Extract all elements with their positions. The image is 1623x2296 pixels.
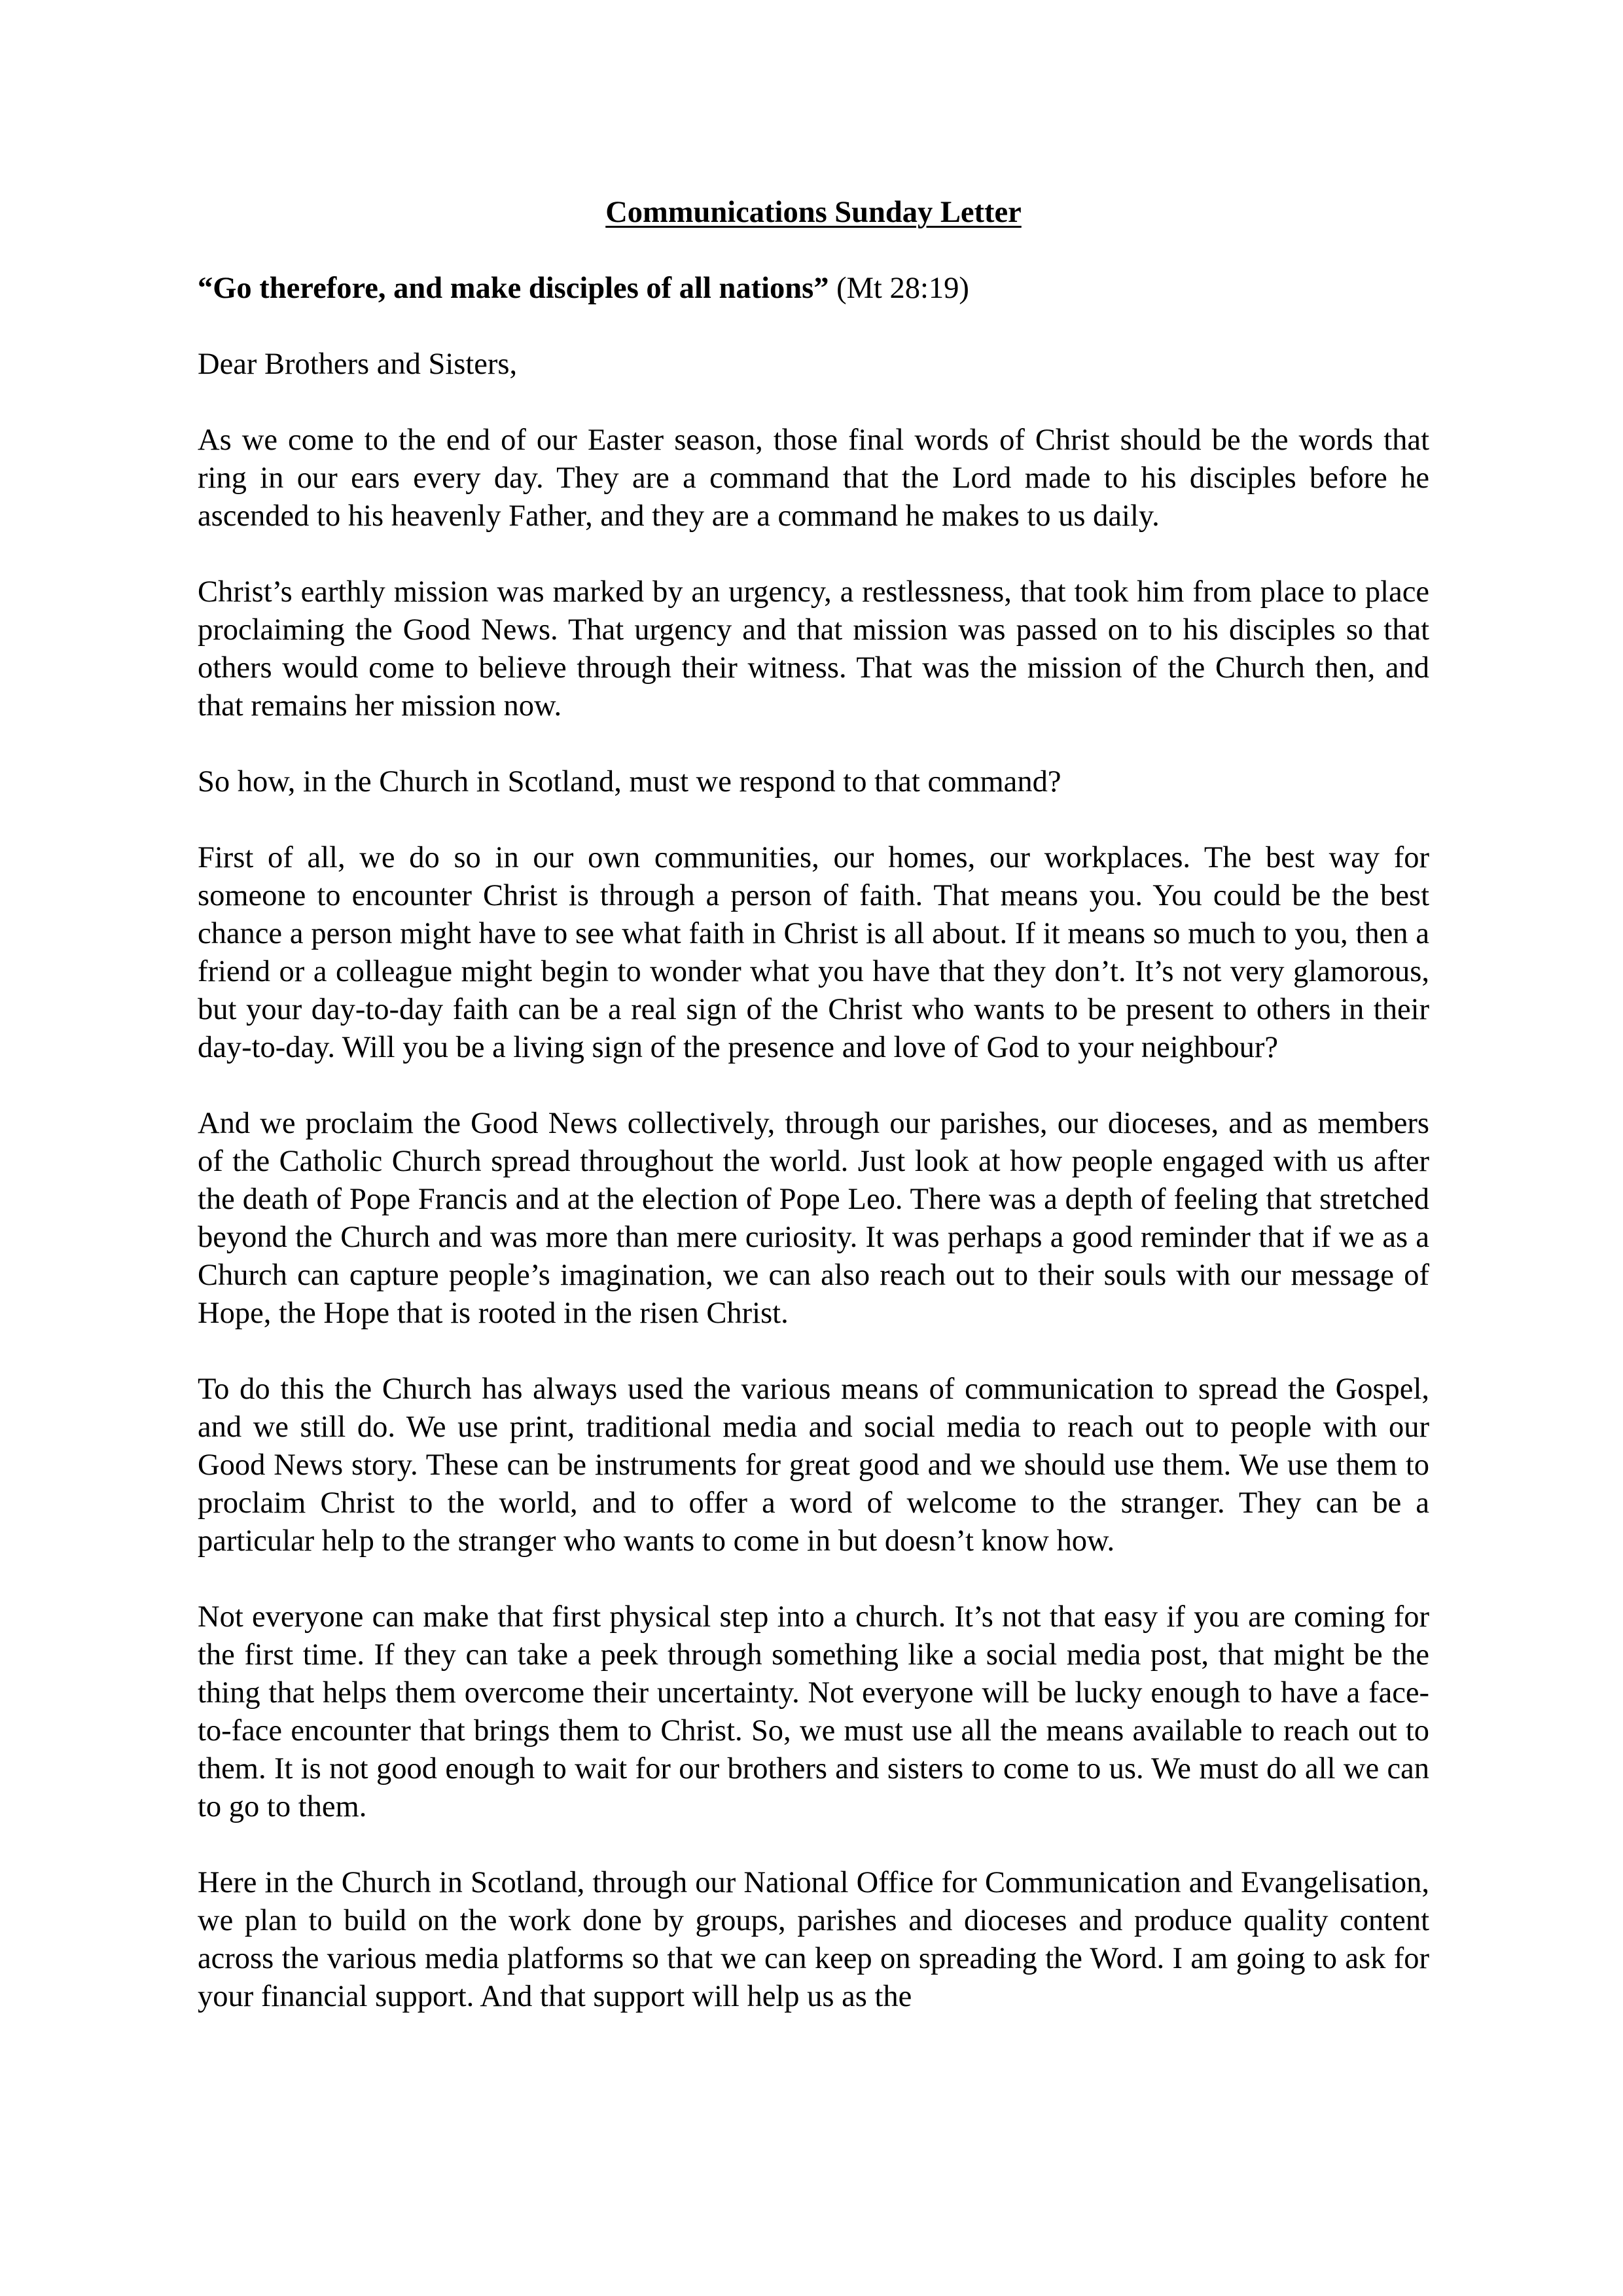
body-paragraph: And we proclaim the Good News collectively, through our parishes, our dioceses, and as members of the Catholic Church spread throughout the world. Just look at how people engaged with us after the death of Pope Francis and at the election of Pope Leo. There was a depth of feeling that stretched beyond the Church and was more than mere curiosity. It was perhaps a good reminder that if we as a Church can capture people’s imagination, we can also reach out to their souls with our message of Hope, the Hope that is rooted in the risen Christ. <box>198 1107 1429 1330</box>
body-paragraph: So how, in the Church in Scotland, must we respond to that command? <box>198 765 1061 798</box>
body-paragraph: As we come to the end of our Easter season, those final words of Christ should be the words that ring in our ears every day. They are a command that the Lord made to his disciples before he ascended to his heavenly Father, and they are a command he makes to us daily. <box>198 423 1429 533</box>
body-paragraph: To do this the Church has always used the various means of communication to spread the Gospel, and we still do. We use print, traditional media and social media to reach out to people with our Good News story. These can be instruments for great good and we should use them. We use them to proclaim Christ to the world, and to offer a word of welcome to the stranger. They can be a particular help to the stranger who wants to come in but doesn’t know how. <box>198 1372 1429 1558</box>
body-paragraph: First of all, we do so in our own communities, our homes, our workplaces. The best way for someone to encounter Christ is through a person of faith. That means you. You could be the best chance a person might have to see what faith in Christ is all about. If it means so much to you, then a friend or a colleague might begin to wonder what you have that they don’t. It’s not very glamorous, but your day-to-day faith can be a real sign of the Christ who wants to be present to others in their day-to-day. Will you be a living sign of the presence and love of God to your neighbour? <box>198 841 1429 1064</box>
scripture-epigraph <box>198 270 1429 308</box>
scripture-quote: “Go therefore, and make disciples of all nations” <box>198 272 829 305</box>
letter-greeting: Dear Brothers and Sisters, <box>198 348 518 381</box>
body-paragraph: Christ’s earthly mission was marked by an urgency, a restlessness, that took him from place to place proclaiming the Good News. That urgency and that mission was passed on to his disciples so that others would come to believe through their witness. That was the mission of the Church then, and that remains her mission now. <box>198 575 1429 723</box>
body-paragraph: Not everyone can make that first physical step into a church. It’s not that easy if you are coming for the first time. If they can take a peek through something like a social media post, that might be the thing that helps them overcome their uncertainty. Not everyone will be lucky enough to have a face-to-face encounter that brings them to Christ. So, we must use all the means available to reach out to them. It is not good enough to wait for our brothers and sisters to come to us. We must do all we can to go to them. <box>198 1600 1429 1823</box>
letter-page <box>198 194 1429 2016</box>
scripture-reference: (Mt 28:19) <box>836 272 969 305</box>
body-paragraph: Here in the Church in Scotland, through our National Office for Communication and Evangelisation, we plan to build on the work done by groups, parishes and dioceses and produce quality content across the various media platforms so that we can keep on spreading the Word. I am going to ask for your financial support. And that support will help us as the <box>198 1866 1429 2013</box>
letter-title: Communications Sunday Letter <box>605 196 1022 229</box>
